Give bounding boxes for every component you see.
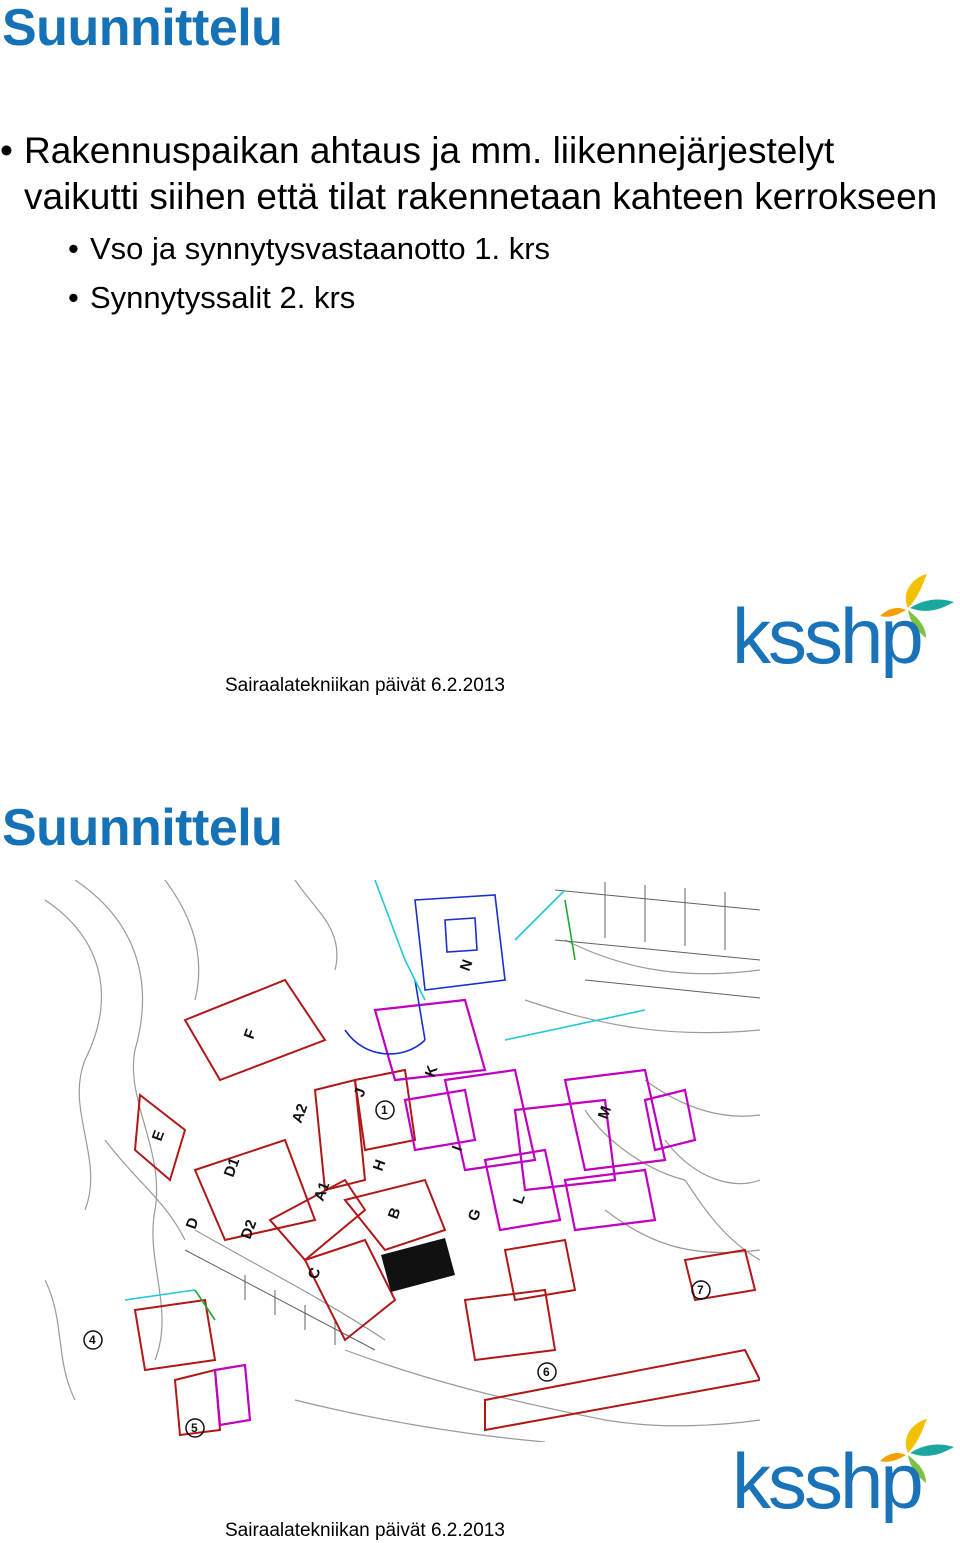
svg-text:7: 7: [697, 1283, 704, 1297]
bullet-main-text: Rakennuspaikan ahtaus ja mm. liikennejärjestelyt vaikutti siihen että tilat rakennetaan kahteen kerrokseen: [24, 130, 938, 217]
svg-text:A1: A1: [310, 1179, 334, 1204]
svg-text:N: N: [456, 957, 477, 974]
new-building-block: [381, 1238, 455, 1292]
ksshp-logo-graphic: [730, 568, 960, 678]
ksshp-logo-graphic-2: [730, 1413, 960, 1523]
site-plan-map: [45, 880, 760, 1442]
svg-text:E: E: [148, 1128, 169, 1144]
svg-text:1: 1: [381, 1103, 388, 1117]
svg-text:J: J: [350, 1085, 370, 1100]
slide-2-footer: Sairaalatekniikan päivät 6.2.2013: [225, 1520, 505, 1541]
svg-text:I: I: [448, 1143, 467, 1154]
bullet-main: [0, 128, 944, 322]
svg-text:6: 6: [543, 1365, 550, 1379]
ksshp-logo-2: [730, 1413, 960, 1523]
ksshp-logo: [730, 568, 960, 678]
sub-bullet-1: • Vso ja synnytysvastaanotto 1. krs: [24, 224, 944, 273]
slide-1-footer: Sairaalatekniikan päivät 6.2.2013: [225, 675, 505, 696]
blue-utility-lines: [345, 895, 505, 1054]
slide-1-title: Suunnittelu: [2, 0, 283, 57]
slide-2: [0, 770, 960, 1543]
magenta-building-outlines: [215, 1000, 695, 1425]
slide-1: [0, 0, 960, 760]
svg-text:B: B: [384, 1205, 405, 1222]
site-plan-drawing: [45, 880, 760, 1442]
svg-text:A2: A2: [288, 1101, 312, 1126]
svg-text:G: G: [464, 1206, 485, 1224]
svg-text:D1: D1: [220, 1155, 244, 1180]
sub-bullet-2: • Synnytyssalit 2. krs: [24, 273, 944, 322]
svg-text:H: H: [369, 1157, 390, 1174]
ksshp-logo-text-2: ksshp: [732, 1437, 921, 1523]
slide-2-title: Suunnittelu: [2, 799, 283, 857]
svg-text:4: 4: [89, 1333, 96, 1347]
svg-text:D2: D2: [237, 1217, 261, 1242]
ksshp-logo-text: ksshp: [732, 592, 921, 678]
svg-text:K: K: [421, 1063, 442, 1080]
bullet-list: [0, 128, 944, 322]
svg-text:D: D: [182, 1215, 203, 1232]
svg-text:C: C: [304, 1265, 325, 1282]
svg-text:F: F: [240, 1026, 260, 1042]
svg-text:5: 5: [191, 1421, 198, 1435]
parking-rows: [182, 882, 760, 1350]
svg-text:L: L: [509, 1191, 529, 1207]
svg-text:M: M: [594, 1103, 616, 1122]
sub-bullet-list: [24, 224, 944, 322]
